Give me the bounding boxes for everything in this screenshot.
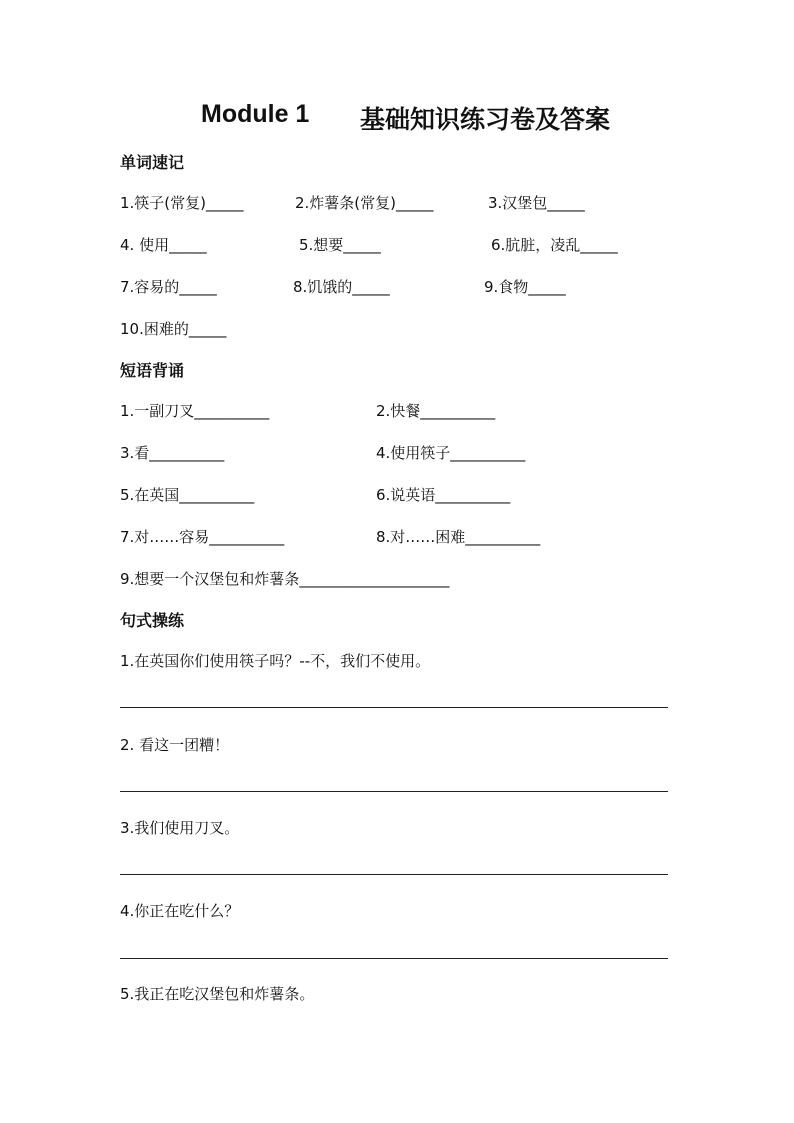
vocab-item: 4. 使用_____ bbox=[120, 236, 207, 254]
answer-line bbox=[120, 707, 668, 708]
title-module: Module 1 bbox=[201, 100, 310, 128]
answer-line bbox=[120, 958, 668, 959]
vocab-item: 5.想要_____ bbox=[299, 236, 381, 254]
vocab-item: 8.饥饿的_____ bbox=[293, 278, 390, 296]
vocab-item: 7.容易的_____ bbox=[120, 278, 217, 296]
phrase-item: 6.说英语__________ bbox=[376, 486, 511, 504]
sentence-prompt: 4.你正在吃什么？ bbox=[120, 902, 240, 920]
vocab-item: 6.肮脏，凌乱_____ bbox=[491, 236, 618, 254]
vocab-item: 1.筷子(常复)_____ bbox=[120, 194, 244, 212]
sentence-prompt: 2. 看这一团糟！ bbox=[120, 736, 230, 754]
vocab-heading: 单词速记 bbox=[120, 153, 185, 172]
sentences-heading: 句式操练 bbox=[120, 611, 185, 630]
answer-line bbox=[120, 791, 668, 792]
phrase-item: 1.一副刀叉__________ bbox=[120, 402, 270, 420]
vocab-item: 2.炸薯条(常复)_____ bbox=[295, 194, 434, 212]
phrase-item: 3.看__________ bbox=[120, 444, 225, 462]
sentence-prompt: 1.在英国你们使用筷子吗？--不，我们不使用。 bbox=[120, 652, 431, 670]
phrase-item: 4.使用筷子__________ bbox=[376, 444, 526, 462]
vocab-item: 10.困难的_____ bbox=[120, 320, 227, 338]
phrase-item: 9.想要一个汉堡包和炸薯条____________________ bbox=[120, 570, 450, 588]
title-subtitle: 基础知识练习卷及答案 bbox=[360, 105, 611, 134]
answer-line bbox=[120, 874, 668, 875]
sentence-prompt: 5.我正在吃汉堡包和炸薯条。 bbox=[120, 985, 315, 1003]
phrase-item: 7.对……容易__________ bbox=[120, 528, 285, 546]
vocab-item: 9.食物_____ bbox=[484, 278, 566, 296]
phrase-item: 5.在英国__________ bbox=[120, 486, 255, 504]
phrases-heading: 短语背诵 bbox=[120, 361, 185, 380]
vocab-item: 3.汉堡包_____ bbox=[488, 194, 585, 212]
sentence-prompt: 3.我们使用刀叉。 bbox=[120, 819, 240, 837]
phrase-item: 2.快餐__________ bbox=[376, 402, 496, 420]
phrase-item: 8.对……困难__________ bbox=[376, 528, 541, 546]
